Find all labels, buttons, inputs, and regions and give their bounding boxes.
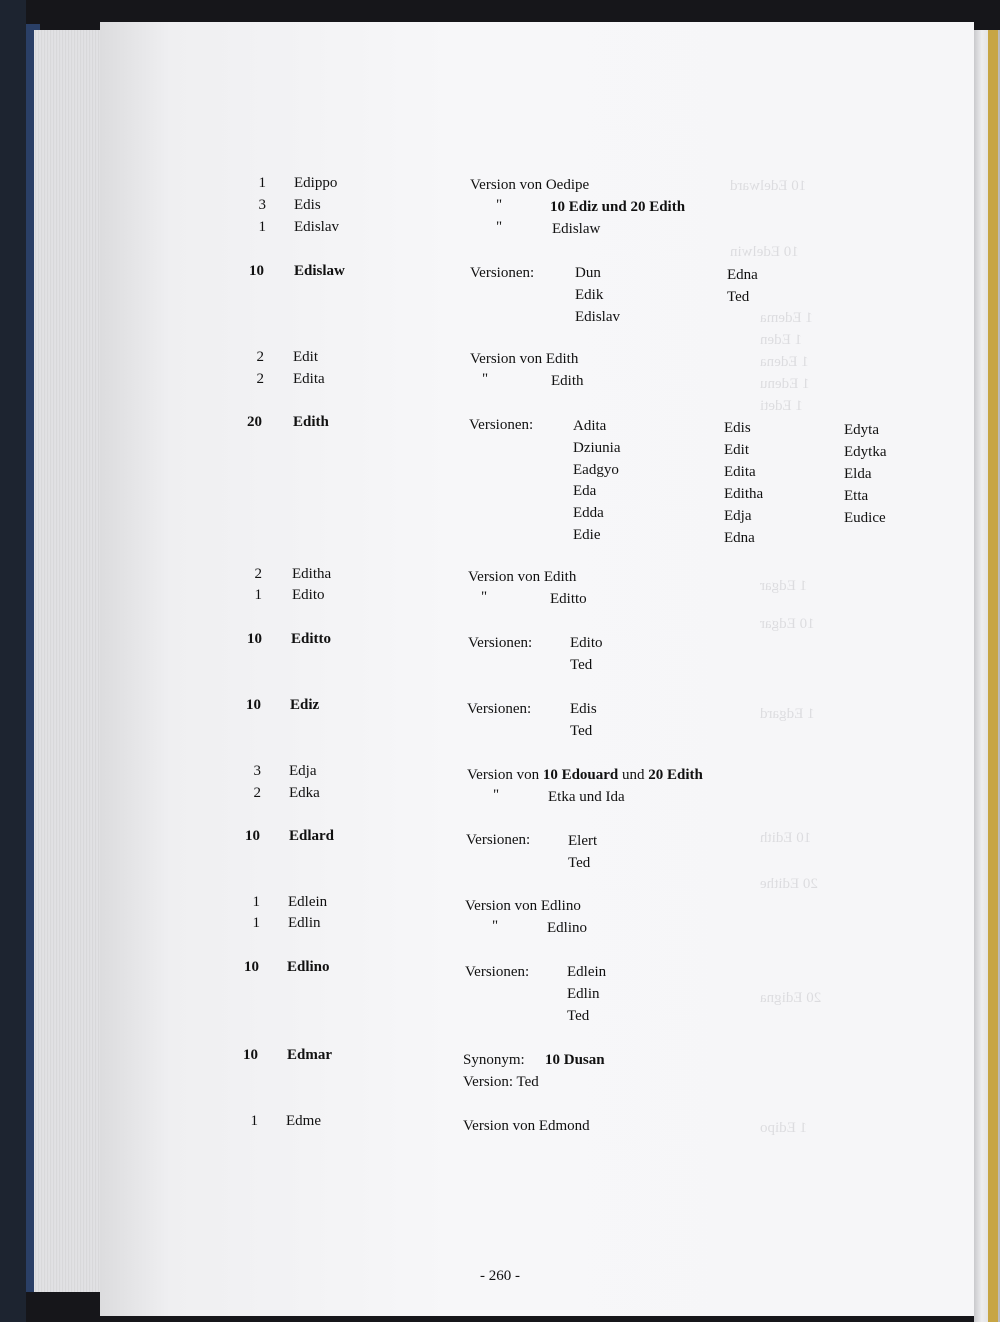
show-through-text: 10 Edelward bbox=[730, 178, 807, 194]
show-through-text: 20 Edigna bbox=[760, 990, 822, 1006]
ditto-mark: " bbox=[482, 371, 489, 387]
entry-description: Versionen: bbox=[469, 417, 534, 433]
entry-name: Edme bbox=[286, 1113, 321, 1129]
show-through-text: 1 Edena bbox=[760, 354, 809, 370]
version-item: Ted bbox=[567, 1008, 590, 1024]
version-item: Edis bbox=[570, 701, 597, 717]
version-item: Editha bbox=[724, 486, 764, 502]
version-item: Dun bbox=[575, 265, 601, 281]
entry-count: 10 bbox=[249, 263, 264, 279]
entry-description: Version von Edith bbox=[468, 569, 577, 585]
show-through-text: 1 Edipo bbox=[760, 1120, 808, 1136]
version-item: Elert bbox=[568, 833, 598, 849]
version-item: Edie bbox=[573, 527, 601, 543]
entry-count: 10 bbox=[243, 1047, 258, 1063]
show-through-text: 1 Edema bbox=[760, 310, 813, 326]
version-item: Edyta bbox=[844, 422, 879, 438]
ditto-mark: " bbox=[496, 219, 503, 235]
version-item: Edna bbox=[727, 267, 758, 283]
entry-description: Version von Oedipe bbox=[470, 177, 590, 193]
version-item: Eadgyo bbox=[573, 462, 619, 478]
version-item: Edit bbox=[724, 442, 749, 458]
version-item: Edito bbox=[570, 635, 603, 651]
synonym-value: 10 Dusan bbox=[545, 1052, 605, 1068]
version-item: Ted bbox=[570, 723, 593, 739]
version-item: Etta bbox=[844, 488, 869, 504]
show-through-text: 1 Edgar bbox=[760, 578, 808, 594]
entry-count: 1 bbox=[252, 915, 260, 931]
entry-description: Version: Ted bbox=[463, 1074, 539, 1090]
entry-name: Edislav bbox=[294, 219, 339, 235]
version-item: Edna bbox=[724, 530, 755, 546]
version-item: Edda bbox=[573, 505, 604, 521]
entry-count: 10 bbox=[244, 959, 259, 975]
entry-description: Edislaw bbox=[552, 221, 601, 237]
entry-name: Edis bbox=[294, 197, 321, 213]
entry-count: 1 bbox=[250, 1113, 258, 1129]
description-conjunction: und bbox=[622, 767, 645, 783]
ditto-mark: " bbox=[496, 197, 503, 213]
entry-count: 10 bbox=[247, 631, 262, 647]
page-stack-right bbox=[974, 30, 1000, 1322]
entry-name: Edito bbox=[292, 587, 325, 603]
entry-name: Editha bbox=[292, 566, 332, 582]
version-item: Elda bbox=[844, 466, 872, 482]
entry-name: Edlein bbox=[288, 894, 328, 910]
entry-description: Versionen: bbox=[466, 832, 531, 848]
entry-name: Ediz bbox=[290, 697, 320, 713]
entry-description: Version von Edlino bbox=[465, 898, 581, 914]
show-through-text: 10 Edelwin bbox=[730, 244, 799, 260]
page-stack-left bbox=[34, 30, 104, 1292]
show-through-text: 10 Edith bbox=[760, 830, 812, 846]
entry-count: 20 bbox=[247, 414, 262, 430]
show-through-text: 10 Edgar bbox=[760, 616, 815, 632]
ditto-mark: " bbox=[493, 787, 500, 803]
ditto-mark: " bbox=[481, 589, 488, 605]
entry-description: Edlino bbox=[547, 920, 587, 936]
version-item: Edik bbox=[575, 287, 604, 303]
entry-description: Etka und Ida bbox=[548, 789, 625, 805]
version-item: Edja bbox=[724, 508, 752, 524]
version-item: Edislav bbox=[575, 309, 620, 325]
entry-name: Edmar bbox=[287, 1047, 332, 1063]
entry-description: Synonym: bbox=[463, 1052, 525, 1068]
version-item: Eda bbox=[573, 483, 597, 499]
entry-name: Edlard bbox=[289, 828, 335, 844]
version-item: Edytka bbox=[844, 444, 887, 460]
entry-name: Edita bbox=[293, 371, 325, 387]
entry-count: 10 bbox=[246, 697, 261, 713]
entry-count: 2 bbox=[254, 566, 262, 582]
version-item: Ted bbox=[568, 855, 591, 871]
entry-description: Version von Edmond bbox=[463, 1118, 590, 1134]
ditto-mark: " bbox=[492, 918, 499, 934]
entry-name: Edit bbox=[293, 349, 318, 365]
description-ref: 10 Edouard bbox=[542, 767, 619, 783]
entry-description: 10 Ediz und 20 Edith bbox=[550, 199, 686, 215]
entry-description: Versionen: bbox=[467, 701, 532, 717]
version-item: Edita bbox=[724, 464, 756, 480]
entry-name: Edislaw bbox=[294, 263, 345, 279]
description-ref: 20 Edith bbox=[648, 767, 703, 783]
show-through-text: 20 Edithe bbox=[760, 876, 818, 892]
entry-description: Versionen: bbox=[470, 265, 535, 281]
entry-name: Editto bbox=[291, 631, 332, 647]
page-number: - 260 - bbox=[480, 1268, 520, 1284]
version-item: Adita bbox=[573, 418, 607, 434]
show-through-text: 1 Eden bbox=[760, 332, 803, 348]
gold-edge bbox=[988, 30, 998, 1322]
version-item: Eudice bbox=[844, 510, 886, 526]
entry-count: 3 bbox=[258, 197, 266, 213]
entry-name: Edith bbox=[293, 414, 329, 430]
show-through-text: 1 Edenu bbox=[760, 376, 810, 392]
entry-description: Edith bbox=[551, 373, 584, 389]
description-prefix: Version von bbox=[467, 767, 540, 783]
entry-name: Edlin bbox=[288, 915, 321, 931]
entry-count: 1 bbox=[258, 175, 266, 191]
show-through-text: 1 Edeti bbox=[760, 398, 803, 414]
entry-count: 3 bbox=[253, 763, 261, 779]
entry-description: Versionen: bbox=[465, 964, 530, 980]
entry-name: Edlino bbox=[287, 959, 330, 975]
entry-name: Edka bbox=[289, 785, 320, 801]
entry-count: 2 bbox=[256, 349, 264, 365]
entry-description: Editto bbox=[550, 591, 587, 607]
version-item: Ted bbox=[727, 289, 750, 305]
entry-count: 1 bbox=[258, 219, 266, 235]
entry-count: 1 bbox=[254, 587, 262, 603]
book-spine bbox=[0, 0, 26, 1322]
version-item: Dziunia bbox=[573, 440, 621, 456]
entry-count: 10 bbox=[245, 828, 260, 844]
entry-count: 1 bbox=[252, 894, 260, 910]
version-item: Edlein bbox=[567, 964, 607, 980]
version-item: Edis bbox=[724, 420, 751, 436]
show-through-text: 1 Edgard bbox=[760, 706, 815, 722]
entry-description: Versionen: bbox=[468, 635, 533, 651]
entry-name: Edippo bbox=[294, 175, 338, 191]
version-item: Edlin bbox=[567, 986, 600, 1002]
version-item: Ted bbox=[570, 657, 593, 673]
entry-count: 2 bbox=[256, 371, 264, 387]
entry-description bbox=[467, 766, 703, 784]
entry-count: 2 bbox=[253, 785, 261, 801]
entry-description: Version von Edith bbox=[470, 351, 579, 367]
entry-name: Edja bbox=[289, 763, 317, 779]
